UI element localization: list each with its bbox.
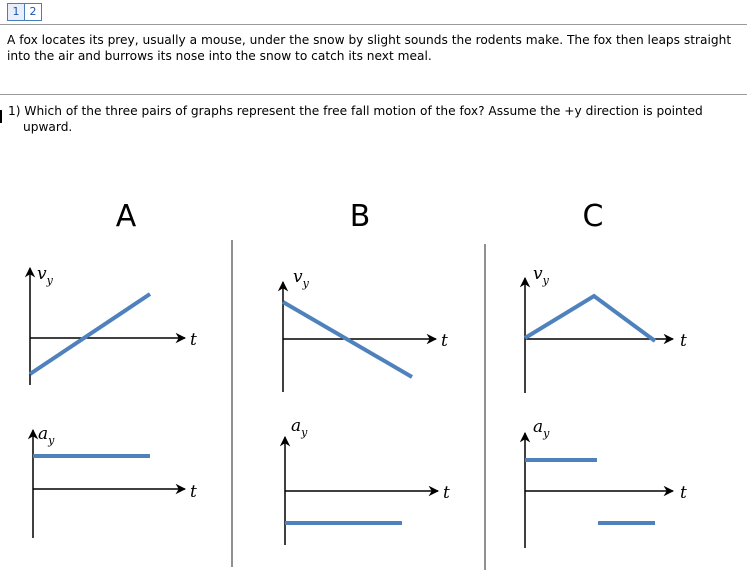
page-2-button[interactable]: 2 [24,3,42,21]
a-accel-t-label: t [190,482,197,502]
b-ay-label: $a_y$ [291,416,308,439]
option-b-label: B [349,199,371,234]
option-c-label: C [582,199,604,234]
b-accel-t-label: t [443,483,450,503]
page-1-button[interactable]: 1 [7,3,25,21]
option-a-label: A [115,199,137,234]
option-b-graphs [283,267,450,545]
question-text-line-1: Which of the three pairs of graphs represent the free fall motion of the fox? Assume the +y direction is pointed [24,104,703,118]
c-velocity-line [525,296,655,341]
question-number: 1) [8,104,21,118]
b-vy-label: $v_y$ [293,267,309,290]
option-c-graphs [525,264,687,548]
c-vy-label: $v_y$ [533,264,549,287]
c-ay-label: $a_y$ [533,417,550,440]
option-a-graphs [30,264,197,538]
a-vy-label: $v_y$ [37,264,53,287]
a-ay-label: $a_y$ [38,424,55,447]
b-velocity-t-label: t [441,331,448,351]
question-text-line-2: upward. [23,119,73,134]
c-velocity-t-label: t [680,331,687,351]
a-velocity-line [30,294,150,374]
a-velocity-t-label: t [190,330,197,350]
c-accel-t-label: t [680,483,687,503]
problem-intro: A fox locates its prey, usually a mouse, under the snow by slight sounds the rodents make. The fox then leaps straight into the air and burrows its nose into the snow to catch its next meal. [7,33,732,63]
